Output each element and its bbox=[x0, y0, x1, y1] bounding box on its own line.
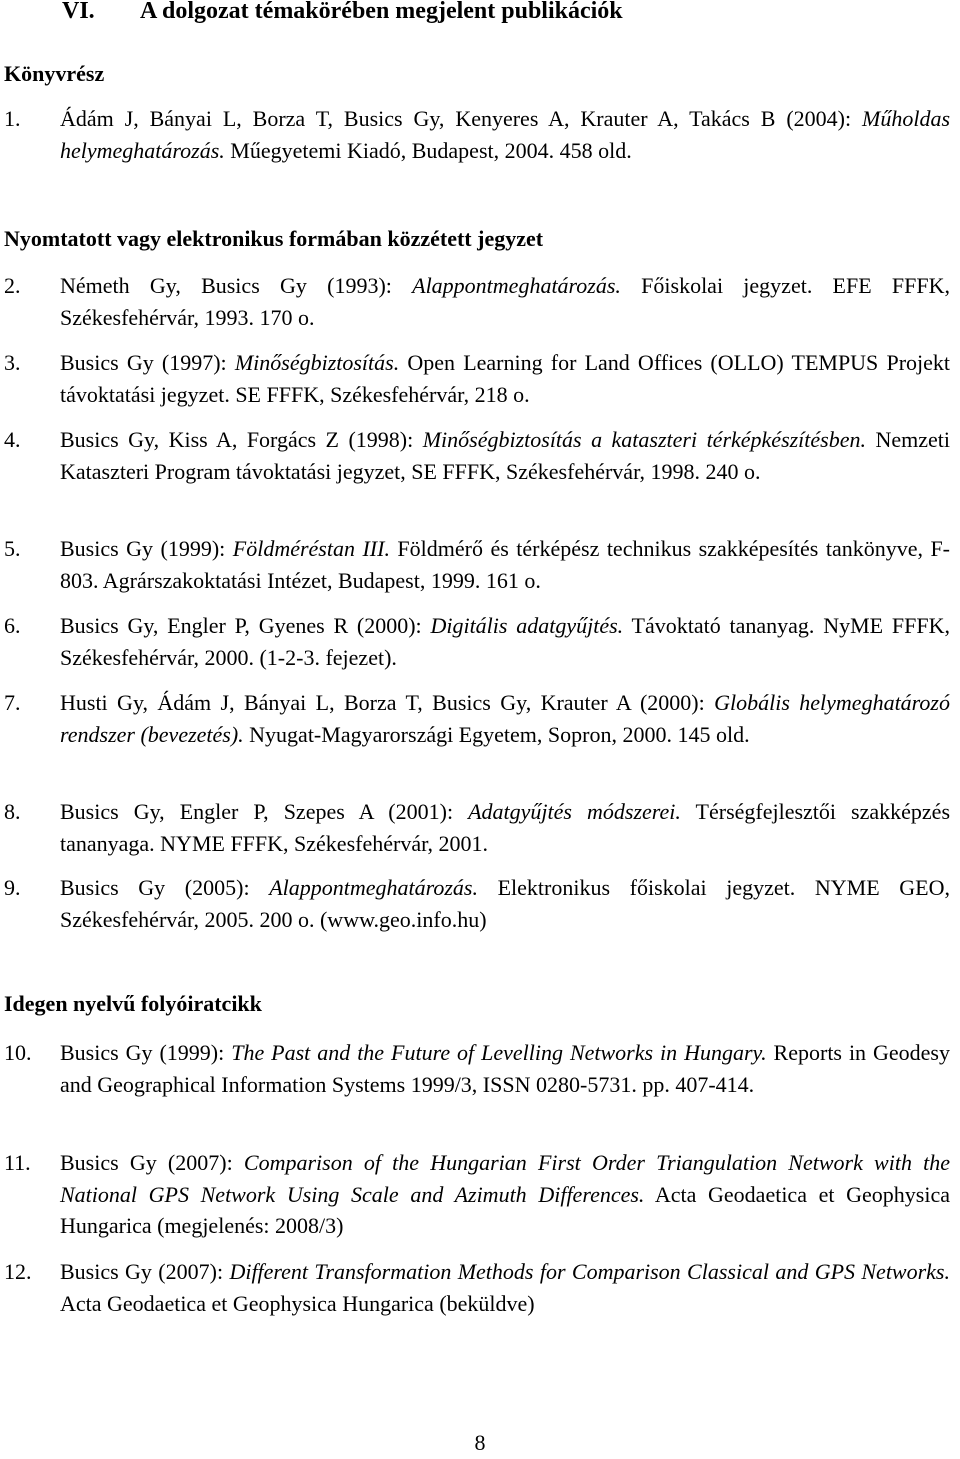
chapter-number: VI. bbox=[62, 0, 95, 24]
entry-number: 4. bbox=[4, 427, 21, 452]
entry-details: Reports in Geodesy and Geographical Information Systems 1999/3, ISSN 0280-5731. pp. 407-414. bbox=[60, 1040, 950, 1097]
section-heading-book: Könyvrész bbox=[4, 61, 105, 86]
entry-details: Acta Geodaetica et Geophysica Hungarica (megjelenés: 2008/3) bbox=[60, 1181, 950, 1238]
entry-authors: Busics Gy (1999): bbox=[60, 1040, 232, 1065]
entry-number: 11. bbox=[4, 1150, 31, 1175]
entry-title: Minőségbiztosítás a kataszteri térképkészítésben. bbox=[422, 427, 867, 452]
entry-authors: Busics Gy (1997): bbox=[60, 350, 235, 375]
entry-title: Digitális adatgyűjtés. bbox=[430, 613, 624, 638]
entry-authors: Busics Gy (1999): bbox=[60, 536, 233, 561]
chapter-heading bbox=[62, 0, 623, 30]
publication-entry bbox=[4, 347, 950, 410]
entry-number: 3. bbox=[4, 350, 21, 375]
page-number: 8 bbox=[474, 1430, 486, 1455]
entry-title: Different Transformation Methods for Comparison Classical and GPS Networks. bbox=[229, 1259, 950, 1284]
entry-details: Nyugat-Magyarországi Egyetem, Sopron, 2000. 145 old. bbox=[243, 721, 750, 747]
entry-authors: Busics Gy, Kiss A, Forgács Z (1998): bbox=[60, 427, 423, 452]
entry-authors: Busics Gy (2007): bbox=[60, 1259, 230, 1284]
entry-title: Globális helymeghatározó rendszer (bevezetés). bbox=[60, 690, 950, 747]
publication-entry bbox=[4, 533, 950, 596]
entry-title: Alappontmeghatározás. bbox=[269, 875, 478, 900]
entry-authors: Busics Gy (2007): bbox=[60, 1150, 244, 1175]
publication-entry bbox=[4, 1037, 950, 1100]
publication-entry bbox=[4, 610, 950, 673]
entry-title: Minőségbiztosítás. bbox=[234, 350, 400, 375]
entry-title: Földméréstan III. bbox=[232, 536, 390, 561]
chapter-title: A dolgozat témakörében megjelent publikációk bbox=[140, 0, 623, 24]
publication-entry bbox=[4, 1256, 950, 1319]
entry-details: Open Learning for Land Offices (OLLO) TEMPUS Projekt távoktatási jegyzet. SE FFFK, Székesfehérvár, 218 o. bbox=[60, 350, 951, 407]
entry-number: 12. bbox=[4, 1259, 32, 1284]
entry-details: Elektronikus főiskolai jegyzet. NYME GEO, Székesfehérvár, 2005. 200 o. (www.geo.info.hu) bbox=[60, 875, 950, 932]
entry-number: 8. bbox=[4, 799, 21, 824]
entry-details: Térségfejlesztői szakképzés tananyaga. NYME FFFK, Székesfehérvár, 2001. bbox=[60, 799, 951, 856]
entry-authors: Busics Gy (2005): bbox=[60, 875, 270, 900]
entry-title: Adatgyűjtés módszerei. bbox=[468, 799, 681, 824]
entry-number: 9. bbox=[4, 875, 21, 900]
entry-details: Nemzeti Kataszteri Program távoktatási jegyzet, SE FFFK, Székesfehérvár, 1998. 240 o. bbox=[60, 427, 951, 484]
entry-details: Műegyetemi Kiadó, Budapest, 2004. 458 old. bbox=[224, 137, 632, 163]
entry-number: 7. bbox=[4, 690, 21, 715]
entry-authors: Husti Gy, Ádám J, Bányai L, Borza T, Busics Gy, Krauter A (2000): bbox=[60, 690, 715, 715]
entry-details: Földmérő és térképész technikus szakképesítés tankönyve, F-803. Agrárszakoktatási Intézet, Budapest, 1999. 161 o. bbox=[60, 536, 951, 593]
publication-entry bbox=[4, 270, 950, 333]
entry-details: Távoktató tananyag. NyME FFFK, Székesfehérvár, 2000. (1-2-3. fejezet). bbox=[60, 613, 950, 670]
entry-number: 1. bbox=[4, 106, 21, 131]
entry-title: Alappontmeghatározás. bbox=[412, 273, 621, 298]
entry-number: 10. bbox=[4, 1040, 32, 1065]
entry-authors: Busics Gy, Engler P, Szepes A (2001): bbox=[60, 799, 469, 824]
publication-entry bbox=[4, 872, 950, 935]
publication-entry bbox=[4, 796, 950, 859]
entry-authors: Busics Gy, Engler P, Gyenes R (2000): bbox=[60, 613, 431, 638]
section-heading-foreign: Idegen nyelvű folyóiratcikk bbox=[4, 991, 262, 1016]
entry-authors: Ádám J, Bányai L, Borza T, Busics Gy, Kenyeres A, Krauter A, Takács B (2004): bbox=[60, 106, 862, 131]
publication-entry bbox=[4, 424, 950, 487]
entry-authors: Németh Gy, Busics Gy (1993): bbox=[60, 273, 413, 298]
publication-entry bbox=[4, 687, 950, 750]
entry-details: Acta Geodaetica et Geophysica Hungarica (beküldve) bbox=[60, 1290, 535, 1316]
section-heading-notes: Nyomtatott vagy elektronikus formában közzétett jegyzet bbox=[4, 226, 544, 251]
entry-number: 2. bbox=[4, 273, 21, 298]
publication-entry bbox=[4, 103, 950, 166]
entry-number: 5. bbox=[4, 536, 21, 561]
entry-title: Comparison of the Hungarian First Order Triangulation Network with the National GPS Network Using Scale and Azimuth Differences. bbox=[60, 1150, 951, 1207]
entry-title: The Past and the Future of Levelling Networks in Hungary. bbox=[231, 1040, 767, 1065]
publication-entry bbox=[4, 1147, 950, 1242]
entry-number: 6. bbox=[4, 613, 21, 638]
entry-details: Főiskolai jegyzet. EFE FFFK, Székesfehérvár, 1993. 170 o. bbox=[60, 273, 950, 330]
entry-title: Műholdas helymeghatározás. bbox=[60, 106, 950, 163]
